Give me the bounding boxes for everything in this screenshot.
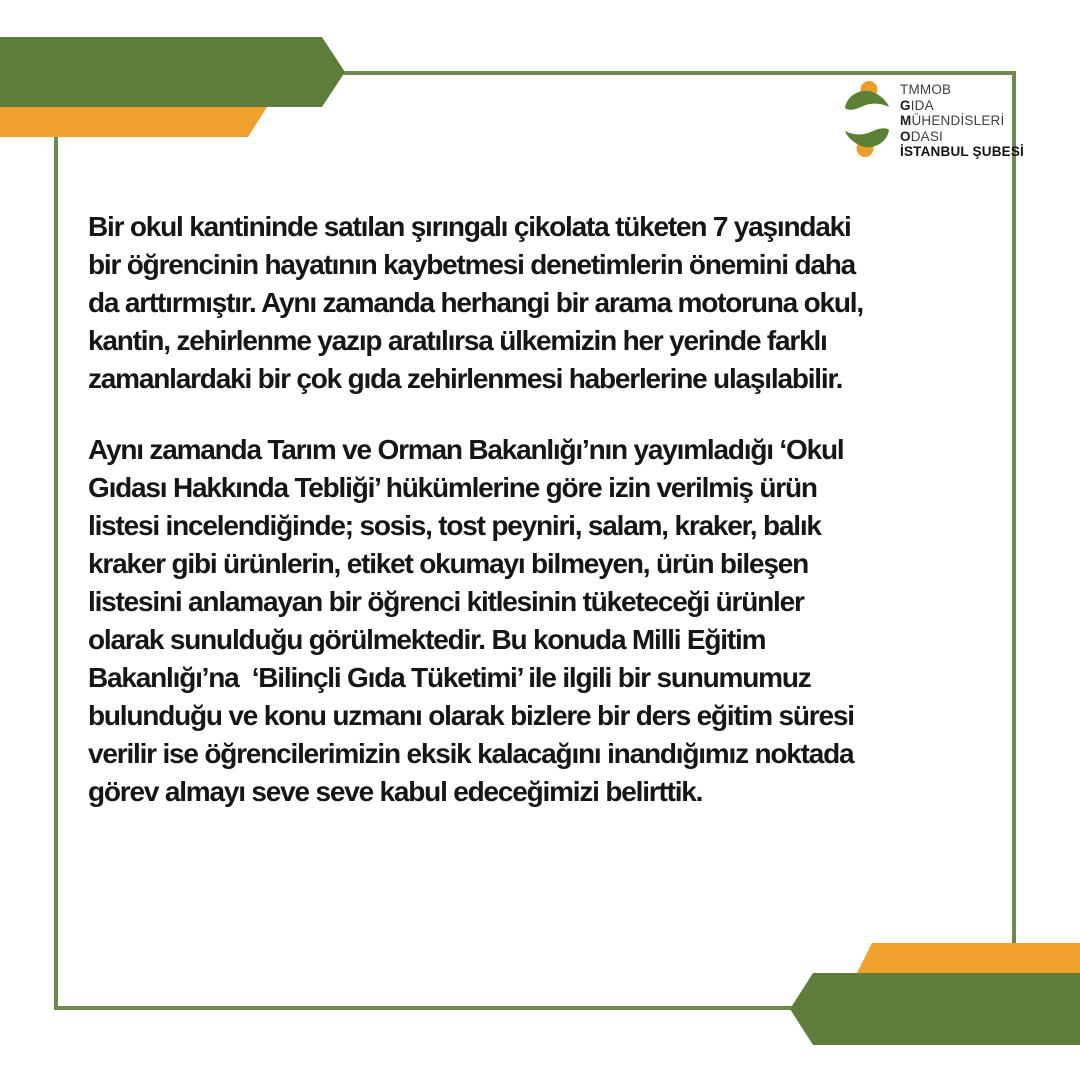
bottom-right-green-arrow-ribbon [790, 973, 1080, 1045]
logo [843, 80, 1024, 160]
text-line: görev almayı seve seve kabul edeceğimizi belirttik. [88, 776, 703, 807]
paragraph-1 [88, 208, 993, 398]
logo-line-bold: G [900, 97, 911, 113]
logo-line-muhendisleri [900, 113, 1024, 129]
figure-bottom [845, 128, 889, 157]
logo-text [900, 82, 1024, 160]
paragraph-2 [88, 431, 993, 811]
text-line: Gıdası Hakkında Tebliği’ hükümlerine göre izin verilmiş ürün [88, 472, 817, 503]
top-left-green-arrow-ribbon [0, 37, 345, 107]
text-line: verilir ise öğrencilerimizin eksik kalacağını inandığımız noktada [88, 738, 854, 769]
text-line: Aynı zamanda Tarım ve Orman Bakanlığı’nın yayımladığı ‘Okul [88, 434, 844, 465]
text-line: bir öğrencinin hayatının kaybetmesi denetimlerin önemini daha [88, 249, 855, 280]
logo-line-odasi [900, 129, 1024, 145]
text-line: olarak sunulduğu görülmektedir. Bu konuda Milli Eğitim [88, 624, 766, 655]
text-line: listesi incelendiğinde; sosis, tost peyniri, salam, kraker, balık [88, 510, 821, 541]
tmmob-gida-figures-icon [843, 80, 891, 158]
text-line: Bir okul kantininde satılan şırıngalı çikolata tüketen 7 yaşındaki [88, 211, 851, 242]
logo-line-tmmob [900, 82, 1024, 98]
text-line: zamanlardaki bir çok gıda zehirlenmesi haberlerine ulaşılabilir. [88, 363, 843, 394]
text-line: kantin, zehirlenme yazıp aratılırsa ülkemizin her yerinde farklı [88, 325, 827, 356]
top-left-orange-ribbon [0, 107, 267, 137]
logo-line-rest: IDA [910, 97, 934, 113]
logo-line-bold: M [900, 113, 912, 128]
logo-line-rest: TMMOB [900, 82, 952, 97]
figure-top-body [845, 91, 889, 110]
logo-branch-label: İSTANBUL ŞUBESİ [900, 144, 1025, 159]
logo-line-rest: ÜHENDİSLERİ [911, 113, 1005, 128]
figure-top [845, 81, 889, 110]
bottom-right-orange-ribbon [857, 943, 1080, 973]
figure-bottom-body [845, 128, 889, 147]
text-line: kraker gibi ürünlerin, etiket okumayı bilmeyen, ürün bileşen [88, 548, 809, 579]
text-line: Bakanlığı’na ‘Bilinçli Gıda Tüketimi’ ile ilgili bir sunumumuz [88, 662, 811, 693]
logo-line-gida [900, 98, 1024, 114]
text-line: bulunduğu ve konu uzmanı olarak bizlere bir ders eğitim süresi [88, 700, 854, 731]
text-line: da arttırmıştır. Aynı zamanda herhangi bir arama motoruna okul, [88, 287, 863, 318]
body-text [88, 208, 993, 811]
logo-line-rest: DASI [910, 128, 944, 144]
logo-line-bold: O [900, 128, 911, 144]
text-line: listesini anlamayan bir öğrenci kitlesinin tüketeceği ürünler [88, 586, 804, 617]
